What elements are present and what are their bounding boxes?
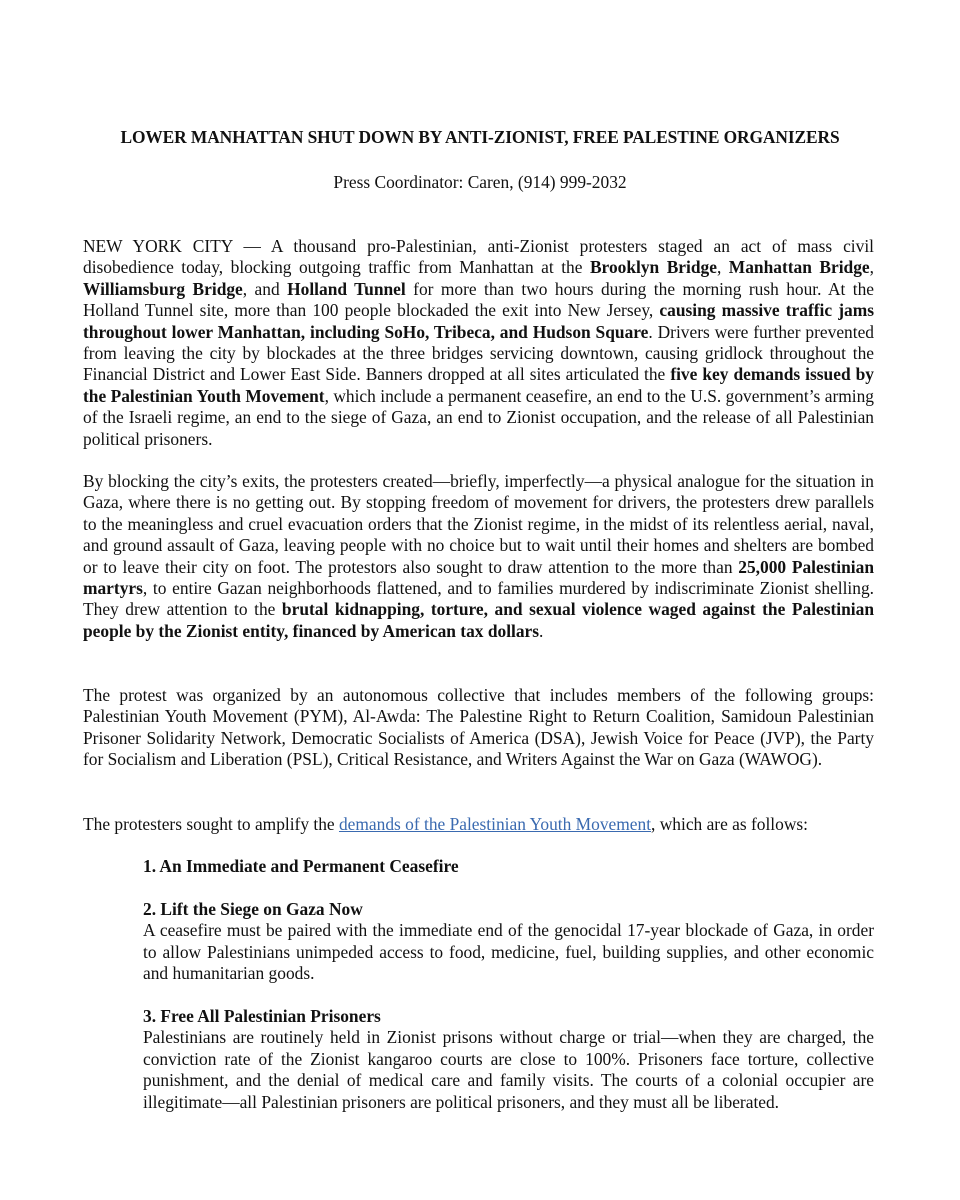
bold-run: Holland Tunnel <box>287 278 406 299</box>
text-run: . Drivers were further prevented from leaving the city by blockades at the three bridges servicing downtown, causing gridlock throughout the Financial District and Lower East Side. Banners dropped at all sites articulated the <box>83 321 874 385</box>
text-run: , and <box>242 278 288 299</box>
page-title: LOWER MANHATTAN SHUT DOWN BY ANTI-ZIONIST, FREE PALESTINE ORGANIZERS <box>120 127 840 147</box>
text-run: , to entire Gazan neighborhoods flattened, and to families murdered by indiscriminate Zionist shelling. They drew attention to the <box>83 578 874 620</box>
bold-run: Williamsburg Bridge <box>83 278 243 299</box>
paragraph-organizers: The protest was organized by an autonomous collective that includes members of the following groups: Palestinian Youth Movement (PYM), Al-Awda: The Palestine Right to Return Coalition, Samidoun Palestinian Prisoner Solidarity Network, Democratic Socialists of America (DSA), Jewish Voice for Peace (JVP), the Party for Socialism and Liberation (PSL), Critical Resistance, and Writers Against the War on Gaza (WAWOG). <box>83 685 874 770</box>
bold-run: 25,000 Palestinian martyrs <box>83 556 874 599</box>
text-run: , <box>869 257 874 278</box>
text-run: for more than two hours during the morning rush hour. At the Holland Tunnel site, more than 100 people blockaded the exit into New Jersey, <box>83 278 875 321</box>
demand-title: 3. Free All Palestinian Prisoners <box>143 1006 381 1026</box>
text-run: . <box>539 620 544 641</box>
bold-run: brutal kidnapping, torture, and sexual violence waged against the Palestinian people by the Zionist entity, financed by American tax dollars <box>83 599 875 641</box>
demand-body: A ceasefire must be paired with the immediate end of the genocidal 17-year blockade of Gaza, in order to allow Palestinians unimpeded access to food, medicine, fuel, building supplies, and other economic and humanitarian goods. <box>143 920 874 984</box>
paragraph-analogue <box>83 471 874 642</box>
demand-item-1 <box>143 856 874 877</box>
text-run: , which are as follows: <box>651 814 808 834</box>
text-run: , which include a permanent ceasefire, an end to the U.S. government’s arming of the Israeli regime, an end to the siege of Gaza, an end to Zionist occupation, and the release of all Palestinian political prisoners. <box>83 385 874 449</box>
press-coordinator-contact: Press Coordinator: Caren, (914) 999-2032 <box>333 172 627 192</box>
bold-run: causing massive traffic jams throughout lower Manhattan, including SoHo, Tribeca, and Hudson Square <box>83 300 874 342</box>
demand-title: 1. An Immediate and Permanent Ceasefire <box>143 856 459 876</box>
bold-run: Manhattan Bridge <box>728 257 870 278</box>
text-run: The protesters sought to amplify the <box>83 814 339 834</box>
demand-title: 2. Lift the Siege on Gaza Now <box>143 899 363 919</box>
text-run: , <box>716 257 729 278</box>
paragraph-demands-intro <box>83 814 874 835</box>
paragraph-intro <box>83 236 874 450</box>
text-run: NEW YORK CITY — A thousand pro-Palestinian, anti-Zionist protesters staged an act of mass civil disobedience today, blocking outgoing traffic from Manhattan at the <box>83 236 874 278</box>
demand-item-2 <box>143 899 874 985</box>
demand-body: Palestinians are routinely held in Zionist prisons without charge or trial—when they are charged, the conviction rate of the Zionist kangaroo courts are close to 100%. Prisoners face torture, collective punishment, and the denial of medical care and family visits. The courts of a colonial occupier are illegitimate—all Palestinian prisoners are political prisoners, and they must all be liberated. <box>143 1027 874 1112</box>
demand-item-3 <box>143 1006 874 1113</box>
pym-demands-link[interactable]: demands of the Palestinian Youth Movement <box>338 814 652 834</box>
bold-run: Brooklyn Bridge <box>589 257 717 278</box>
text-run: By blocking the city’s exits, the protesters created—briefly, imperfectly—a physical analogue for the situation in Gaza, where there is no getting out. By stopping freedom of movement for drivers, the protesters drew parallels to the meaningless and cruel evacuation orders that the Zionist regime, in the midst of its relentless aerial, naval, and ground assault of Gaza, leaving people with no choice but to wait until their homes and shelters are bombed or to leave their city on foot. The protestors also sought to draw attention to the more than <box>83 471 874 577</box>
bold-run: five key demands issued by the Palestinian Youth Movement <box>83 364 874 406</box>
